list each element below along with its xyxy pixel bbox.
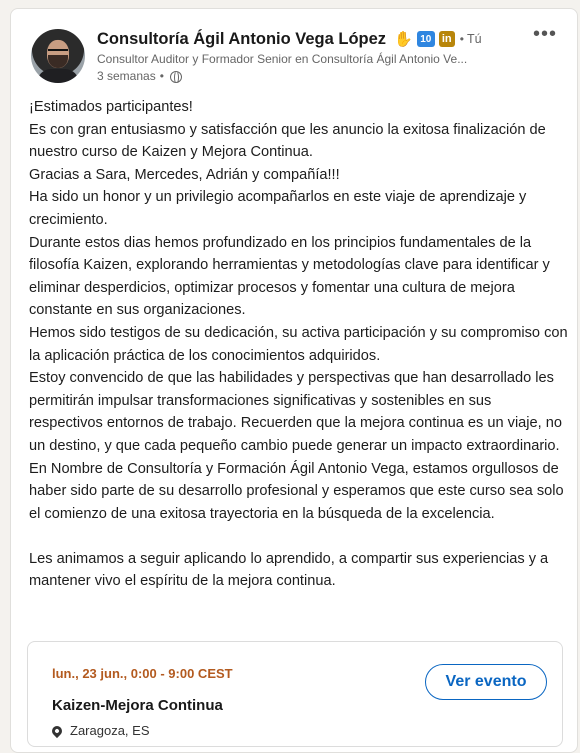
author-name[interactable]: Consultoría Ágil Antonio Vega López (97, 29, 387, 48)
post-paragraph: En Nombre de Consultoría y Formación Ágil Antonio Vega, estamos orgullosos de haber sido parte de su desarrollo profesional y esperamos que este curso sea solo el comienzo de una exitosa trayectoria en la búsqueda de la excelencia. (29, 460, 564, 522)
post-paragraph: ¡Estimados participantes! (29, 99, 193, 115)
linkedin-badge-icon: in (439, 31, 455, 47)
more-options-icon[interactable]: ••• (533, 23, 558, 45)
post-paragraph: Durante estos dias hemos profundizado en los principios fundamentales de la filosofía Kaizen, explorando herramientas y metodologías clave para identificar y eliminar desperdicios, optimizar procesos y fomentar una cultura de mejora constante en sus organizaciones. (29, 234, 550, 319)
separator-dot: • (159, 69, 164, 83)
event-card[interactable] (27, 641, 563, 747)
post-time: 3 semanas (97, 69, 156, 83)
waving-hand-icon: ✋ (394, 31, 413, 48)
post-body (29, 96, 569, 593)
ten-badge-icon: 10 (417, 31, 435, 47)
separator-dot: • (459, 32, 464, 46)
post-paragraph: Ha sido un honor y un privilegio acompañarlos en este viaje de aprendizaje y crecimiento. (29, 189, 527, 228)
event-date: lun., 23 jun., 0:00 - 9:00 CEST (52, 666, 233, 681)
view-event-button[interactable]: Ver evento (425, 664, 547, 700)
post-time-row (97, 68, 521, 85)
post-card (10, 8, 578, 753)
location-pin-icon (50, 723, 64, 737)
avatar[interactable] (31, 29, 85, 83)
globe-icon (170, 71, 182, 83)
event-title[interactable]: Kaizen-Mejora Continua (52, 697, 223, 714)
paragraph-gap (29, 525, 569, 548)
author-meta (97, 27, 521, 85)
event-location (52, 723, 150, 738)
author-name-row (97, 27, 521, 51)
post-paragraph: Estoy convencido de que las habilidades y perspectivas que han desarrollado les permitirán impulsar transformaciones significativas y sostenibles en sus respectivos entornos de trabajo. Recuerden que la mejora continua es un viaje, no un destino, y que cada pequeño cambio puede generar un impacto extraordinario. (29, 370, 562, 454)
author-headline: Consultor Auditor y Formador Senior en Consultoría Ágil Antonio Ve... (97, 52, 468, 66)
author-relation: Tú (466, 32, 482, 46)
post-header (31, 23, 561, 91)
post-closing: Les animamos a seguir aplicando lo aprendido, a compartir sus experiencias y a mantener vivo el espíritu de la mejora continua. (29, 550, 549, 590)
post-paragraph: Es con gran entusiasmo y satisfacción que les anuncio la exitosa finalización de nuestro curso de Kaizen y Mejora Continua. (29, 121, 546, 161)
event-location-text: Zaragoza, ES (70, 723, 150, 738)
post-paragraph: Gracias a Sara, Mercedes, Adrián y compañía!!! (29, 166, 340, 183)
post-paragraph: Hemos sido testigos de su dedicación, su activa participación y su compromiso con la aplicación práctica de los conocimientos adquiridos. (29, 324, 568, 364)
